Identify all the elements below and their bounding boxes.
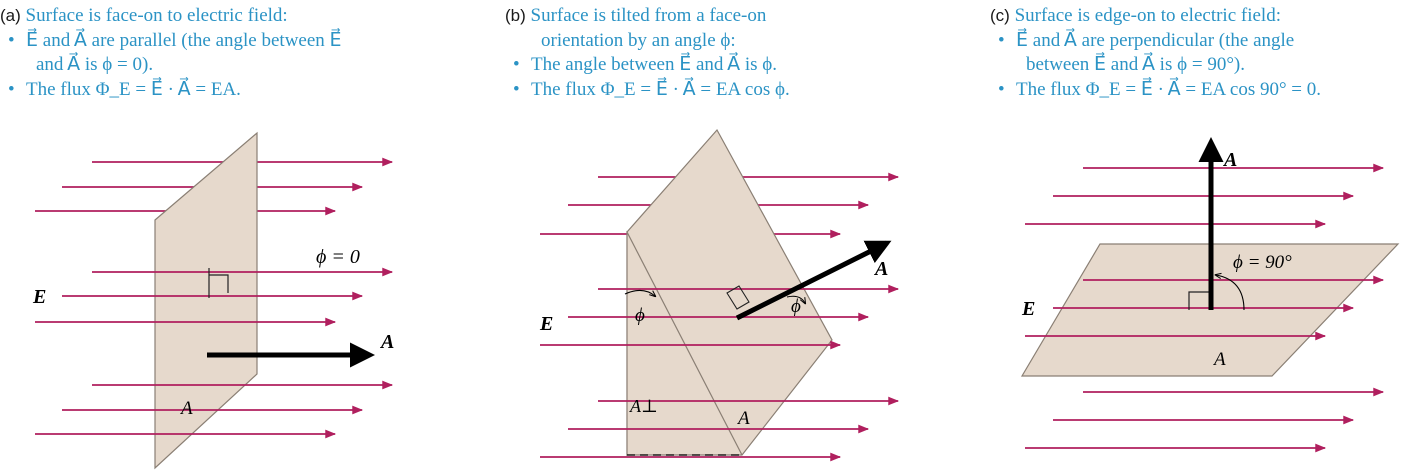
label-area: A: [738, 408, 750, 429]
label-area: A: [181, 398, 193, 419]
panel-a-caption-line-4: The flux Φ_E = E⃗ · A⃗ = EA.: [26, 78, 241, 100]
field-lines-below: [1025, 392, 1383, 448]
panel-c-caption-line-3: between E⃗ and A⃗ is ϕ = 90°).: [1026, 54, 1246, 75]
panel-c-caption-line-2: E⃗ and A⃗ are perpendicular (the angle: [1016, 29, 1295, 51]
panel-a-tag: (a): [0, 6, 21, 25]
bullet-icon: •: [8, 29, 15, 51]
label-area-vector: A⃗: [1224, 149, 1253, 171]
panel-b-caption-line-4: The flux Φ_E = E⃗ · A⃗ = EA cos ϕ.: [531, 78, 790, 100]
label-area-vector: A⃗: [875, 258, 904, 280]
bullet-icon: •: [8, 78, 15, 100]
panel-c-caption-line-1: Surface is edge-on to electric field:: [1014, 5, 1281, 26]
label-area-vector: A⃗: [381, 331, 410, 353]
label-area: A: [1214, 349, 1226, 370]
panel-a-caption-line-3: and A⃗ is ϕ = 0).: [36, 54, 154, 75]
label-angle: ϕ = 90°: [1233, 252, 1292, 273]
bullet-icon: •: [513, 54, 520, 75]
panel-b-caption-line-2: orientation by an angle ϕ:: [541, 29, 736, 51]
surface-plane: [155, 133, 257, 468]
panel-b-diagram: [505, 0, 925, 470]
panel-b-tag: (b): [505, 6, 526, 25]
panel-b-caption-line-3: The angle between E⃗ and A⃗ is ϕ.: [531, 54, 778, 75]
panel-a-diagram: [0, 0, 470, 470]
label-angle: ϕ = 0: [316, 246, 360, 268]
field-lines-back: [1025, 168, 1383, 224]
label-field-e: E⃗: [1022, 298, 1051, 320]
panel-a-caption-line-1: Surface is face-on to electric field:: [25, 5, 288, 26]
label-field-e: E⃗: [540, 313, 569, 335]
panel-c: [990, 0, 1414, 470]
bullet-icon: •: [998, 29, 1005, 51]
label-angle-projection: ϕ: [635, 305, 645, 326]
panel-c-caption-line-4: The flux Φ_E = E⃗ · A⃗ = EA cos 90° = 0.: [1016, 78, 1322, 100]
label-angle: ϕ: [791, 296, 801, 317]
panel-b-caption-line-1: Surface is tilted from a face-on: [530, 5, 767, 26]
panel-a-caption-line-2: E⃗ and A⃗ are parallel (the angle between E⃗: [26, 29, 342, 51]
bullet-icon: •: [998, 78, 1005, 100]
panel-a: [0, 0, 470, 470]
panel-c-diagram: [990, 0, 1414, 470]
label-area-perp: A⊥: [630, 396, 658, 416]
panel-c-tag: (c): [990, 6, 1010, 25]
bullet-icon: •: [513, 78, 520, 100]
label-field-e: E⃗: [33, 286, 62, 308]
panel-b: [505, 0, 925, 470]
